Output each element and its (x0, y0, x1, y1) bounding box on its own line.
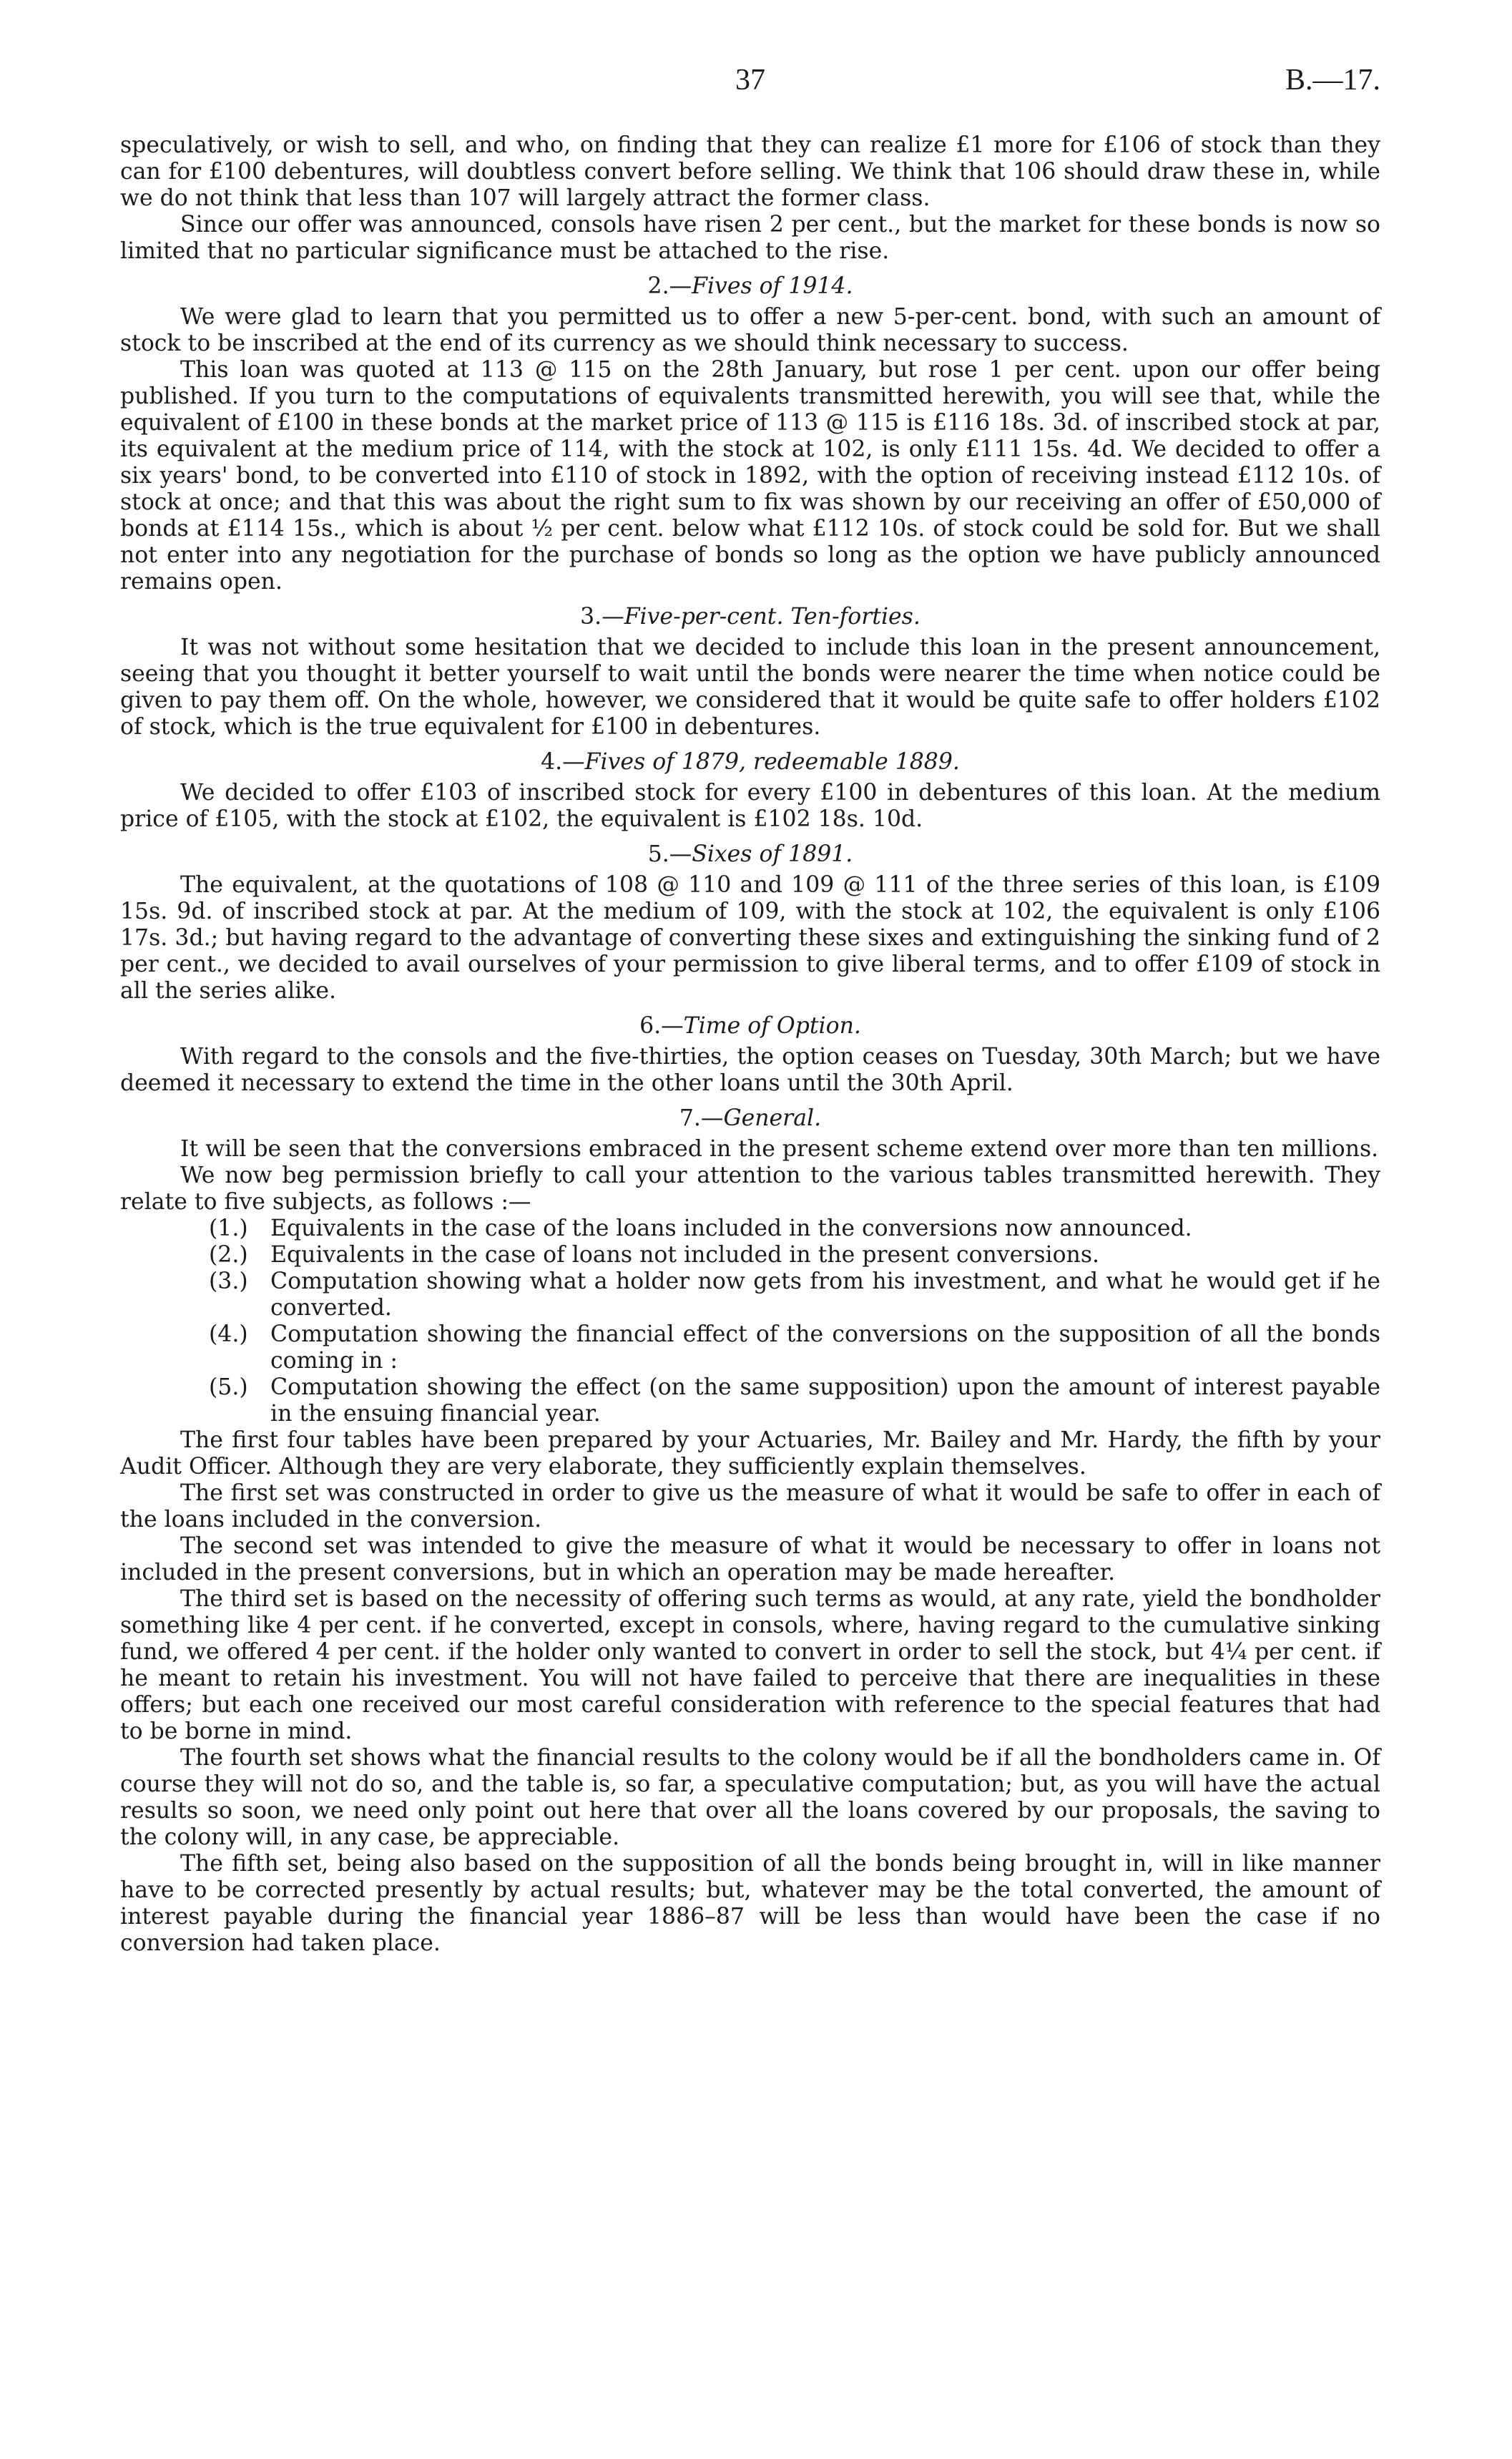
section-title: Fives of 1879, redeemable 1889. (584, 749, 960, 775)
document-reference: B.—17. (1285, 64, 1380, 97)
paragraph: The equivalent, at the quotations of 108 @ 110 and 109 @ 111 of the three series of this loan, is £109 15s. 9d. of inscribed stock at par. At the medium of 109, with the stock at 102, the equivalent is only £106 17s. 3d.; but having regard to the advantage of converting these sixes and extinguishing the sinking fund of 2 per cent., we decided to avail ourselves of your permission to give liberal terms, and to offer £109 of stock in all the series alike. (120, 872, 1380, 1004)
page-number: 37 (735, 64, 765, 97)
list-item-text: Computation showing what a holder now gets from his investment, and what he would get if he converted. (270, 1268, 1380, 1321)
paragraph: The fifth set, being also based on the supposition of all the bonds being brought in, will in like manner have to be corrected presently by actual results; but, whatever may be the total converted, the amount of interest payable during the financial year 1886–87 will be less than would have been the case if no conversion had taken place. (120, 1851, 1380, 1956)
section-heading (120, 1013, 1380, 1040)
section-title: Time of Option. (683, 1013, 861, 1039)
list-marker: (1.) (209, 1216, 248, 1241)
paragraph: The fourth set shows what the financial results to the colony would be if all the bondholders came in. Of course they will not do so, and the table is, so far, a speculative computation; but, as you will have the actual results so soon, we need only point out here that over all the loans covered by our proposals, the saving to the colony will, in any case, be appreciable. (120, 1745, 1380, 1850)
list-item-text: Equivalents in the case of the loans included in the conversions now announced. (270, 1216, 1192, 1241)
list-item-text: Equivalents in the case of loans not included in the present conversions. (270, 1242, 1100, 1268)
subjects-list (120, 1216, 1380, 1427)
section-number: 2.— (647, 273, 692, 299)
paragraph: The second set was intended to give the measure of what it would be necessary to offer in loans not included in the present conversions, but in which an operation may be made hereafter. (120, 1533, 1380, 1585)
paragraph: We decided to offer £103 of inscribed stock for every £100 in debentures of this loan. At the medium price of £105, with the stock at £102, the equivalent is £102 18s. 10d. (120, 780, 1380, 832)
section-heading (120, 749, 1380, 776)
paragraph: It will be seen that the conversions embraced in the present scheme extend over more than ten millions. (180, 1136, 1379, 1162)
section-heading (120, 841, 1380, 868)
paragraph: The first four tables have been prepared by your Actuaries, Mr. Bailey and Mr. Hardy, the fifth by your Audit Officer. Although they are very elaborate, they sufficiently explain themselves. (120, 1427, 1380, 1480)
section-number: 5.— (647, 841, 692, 867)
list-item-text: Computation showing the financial effect of the conversions on the supposition of all the bonds coming in : (270, 1321, 1380, 1374)
list-item-text: Computation showing the effect (on the same supposition) upon the amount of interest payable in the ensuing financial year. (270, 1374, 1380, 1427)
document-body (120, 132, 1380, 1957)
paragraph: Since our offer was announced, consols have risen 2 per cent., but the market for these bonds is now so limited that no particular significance must be attached to the rise. (120, 212, 1380, 264)
section-heading (120, 1105, 1380, 1132)
paragraph: It was not without some hesitation that we decided to include this loan in the present announcement, seeing that you thought it better yourself to wait until the bonds were nearer the time when notice could be given to pay them off. On the whole, however, we considered that it would be quite safe to offer holders £102 of stock, which is the true equivalent for £100 in debentures. (120, 635, 1380, 740)
list-item (209, 1321, 1380, 1374)
section-number: 4.— (541, 749, 585, 775)
section-heading (120, 273, 1380, 300)
section-number: 6.— (639, 1013, 684, 1039)
section-number: 3.— (580, 604, 624, 630)
list-item (209, 1216, 1380, 1242)
list-item (209, 1374, 1380, 1427)
paragraph-continued: speculatively, or wish to sell, and who, on finding that they can realize £1 more for £106 of stock than they can for £100 debentures, will doubtless convert before selling. We think that 106 should draw these in, while we do not think that less than 107 will largely attract the former class. (120, 132, 1380, 211)
section-heading (120, 604, 1380, 630)
list-marker: (4.) (209, 1321, 248, 1347)
list-marker: (2.) (209, 1242, 248, 1268)
paragraph: We were glad to learn that you permitted us to offer a new 5-per-cent. bond, with such an amount of stock to be inscribed at the end of its currency as we should think necessary to success. (120, 304, 1380, 356)
paragraph: We now beg permission briefly to call your attention to the various tables transmitted herewith. They relate to five subjects, as follows :— (120, 1163, 1380, 1215)
paragraph: This loan was quoted at 113 @ 115 on the 28th January, but rose 1 per cent. upon our offer being published. If you turn to the computations of equivalents transmitted herewith, you will see that, while the equivalent of £100 in these bonds at the market price of 113 @ 115 is £116 18s. 3d. of inscribed stock at par, its equivalent at the medium price of 114, with the stock at 102, is only £111 15s. 4d. We decided to offer a six years' bond, to be converted into £110 of stock in 1892, with the option of receiving instead £112 10s. of stock at once; and that this was about the right sum to fix was shown by our receiving an offer of £50,000 of bonds at £114 15s., which is about ½ per cent. below what £112 10s. of stock could be sold for. But we shall not enter into any negotiation for the purchase of bonds so long as the option we have publicly announced remains open. (120, 357, 1380, 595)
list-item (209, 1242, 1380, 1268)
list-item (209, 1268, 1380, 1321)
list-marker: (3.) (209, 1268, 248, 1294)
section-title: Sixes of 1891. (692, 841, 853, 867)
list-marker: (5.) (209, 1374, 248, 1400)
section-title: Five-per-cent. Ten-forties. (624, 604, 921, 630)
section-title: General. (723, 1105, 822, 1131)
paragraph: The third set is based on the necessity of offering such terms as would, at any rate, yield the bondholder something like 4 per cent. if he converted, except in consols, where, having regard to the cumulative sinking fund, we offered 4 per cent. if the holder only wanted to convert in order to sell the stock, but 4¼ per cent. if he meant to retain his investment. You will not have failed to perceive that there are inequalities in these offers; but each one received our most careful consideration with reference to the special features that had to be borne in mind. (120, 1586, 1380, 1744)
page-header (120, 63, 1380, 113)
paragraph: The first set was constructed in order to give us the measure of what it would be safe to offer in each of the loans included in the conversion. (120, 1480, 1380, 1532)
section-title: Fives of 1914. (692, 273, 853, 299)
section-number: 7.— (679, 1105, 724, 1131)
paragraph: With regard to the consols and the five-thirties, the option ceases on Tuesday, 30th March; but we have deemed it necessary to extend the time in the other loans until the 30th April. (120, 1044, 1380, 1096)
